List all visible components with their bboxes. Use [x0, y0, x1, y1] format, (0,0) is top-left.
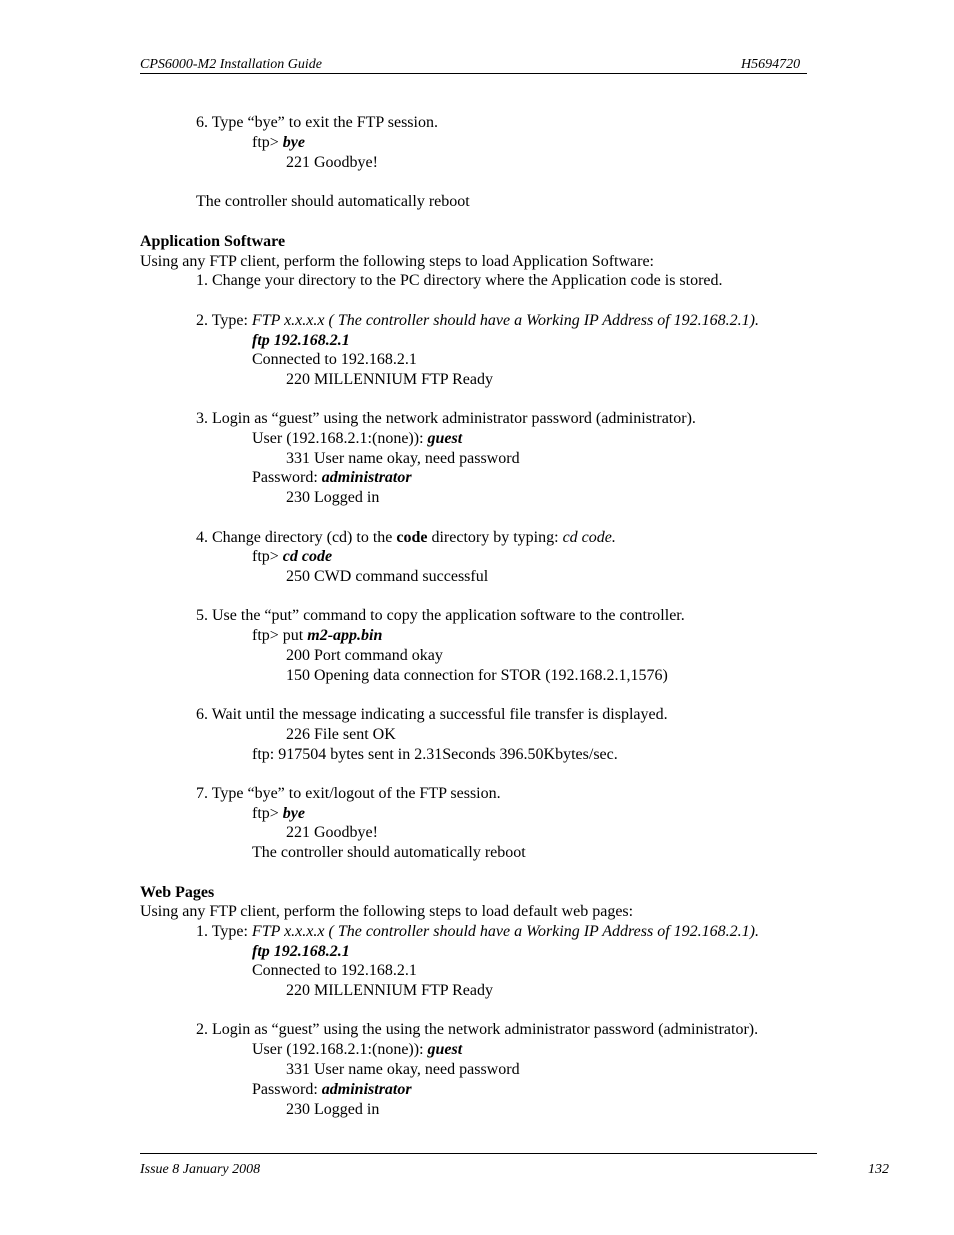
- ftp-command: bye: [282, 134, 305, 151]
- password-line: [252, 1080, 412, 1100]
- step-text: 2. Type:: [196, 312, 252, 329]
- user-prompt: User (192.168.2.1:(none)):: [252, 430, 428, 447]
- step-text: 1. Type:: [196, 923, 252, 940]
- ftp-response: 331 User name okay, need password: [286, 1061, 520, 1078]
- ftp-command-line: [252, 133, 305, 153]
- user-value: guest: [427, 1041, 463, 1058]
- ftp-command-line: [252, 804, 305, 824]
- user-prompt: User (192.168.2.1:(none)):: [252, 1041, 428, 1058]
- ftp-prompt: ftp>: [252, 548, 283, 565]
- reboot-note: The controller should automatically reboot: [252, 844, 526, 861]
- ftp-command: ftp 192.168.2.1: [252, 943, 350, 960]
- ftp-transfer-stats: ftp: 917504 bytes sent in 2.31Seconds 396.50Kbytes/sec.: [252, 746, 618, 763]
- ftp-prompt: ftp>: [252, 134, 283, 151]
- section-intro: Using any FTP client, perform the following steps to load Application Software:: [140, 253, 654, 270]
- ftp-response: 221 Goodbye!: [286, 154, 378, 171]
- app-step-2: [196, 311, 759, 331]
- section-heading-web-pages: Web Pages: [140, 884, 215, 901]
- step-italic-text: FTP x.x.x.x ( The controller should have a Working IP Address of 192.168.2.1).: [251, 923, 759, 940]
- password-prompt: Password:: [252, 1081, 322, 1098]
- page-number: 132: [868, 1162, 889, 1177]
- ftp-response: 226 File sent OK: [286, 726, 396, 743]
- ftp-command: m2-app.bin: [307, 627, 383, 644]
- ftp-response: 220 MILLENNIUM FTP Ready: [286, 371, 493, 388]
- web-step-2: 2. Login as “guest” using the using the network administrator password (administrator).: [196, 1021, 759, 1038]
- ftp-response: 250 CWD command successful: [286, 568, 489, 585]
- password-line: [252, 468, 412, 488]
- footer-rule: [140, 1153, 817, 1154]
- ftp-response: 331 User name okay, need password: [286, 450, 520, 467]
- ftp-response: 200 Port command okay: [286, 647, 443, 664]
- app-step-5: 5. Use the “put” command to copy the application software to the controller.: [196, 607, 685, 624]
- ftp-prompt: ftp>: [252, 805, 283, 822]
- ftp-response: 221 Goodbye!: [286, 824, 378, 841]
- user-line: [252, 1040, 462, 1060]
- reboot-note: The controller should automatically reboot: [196, 193, 470, 210]
- ftp-command: bye: [282, 805, 305, 822]
- ftp-command-line: [252, 626, 382, 646]
- step-text: directory by typing:: [427, 529, 563, 546]
- password-value: administrator: [321, 469, 412, 486]
- app-step-4: [196, 528, 616, 548]
- app-step-6: 6. Wait until the message indicating a successful file transfer is displayed.: [196, 706, 668, 723]
- app-step-7: 7. Type “bye” to exit/logout of the FTP session.: [196, 785, 501, 802]
- footer-issue: Issue 8 January 2008: [140, 1162, 261, 1177]
- step-bold-text: code: [396, 529, 428, 546]
- user-line: [252, 429, 462, 449]
- app-step-3: 3. Login as “guest” using the network administrator password (administrator).: [196, 410, 696, 427]
- user-value: guest: [427, 430, 463, 447]
- header-title: CPS6000-M2 Installation Guide: [140, 57, 322, 72]
- ftp-connected-line: Connected to 192.168.2.1: [252, 962, 417, 979]
- ftp-command-line: [252, 547, 332, 567]
- header-rule: [140, 73, 807, 74]
- ftp-command: ftp 192.168.2.1: [252, 332, 350, 349]
- step-italic-text: FTP x.x.x.x ( The controller should have a Working IP Address of 192.168.2.1).: [251, 312, 759, 329]
- header-doc-number: H5694720: [741, 57, 801, 72]
- ftp-response: 150 Opening data connection for STOR (192.168.2.1,1576): [286, 667, 668, 684]
- ftp-prompt: ftp> put: [252, 627, 308, 644]
- app-step-1: 1. Change your directory to the PC directory where the Application code is stored.: [196, 272, 723, 289]
- ftp-connected-line: Connected to 192.168.2.1: [252, 351, 417, 368]
- step-6-bye: 6. Type “bye” to exit the FTP session.: [196, 114, 438, 131]
- web-step-1: [196, 922, 759, 942]
- ftp-response: 220 MILLENNIUM FTP Ready: [286, 982, 493, 999]
- ftp-response: 230 Logged in: [286, 1101, 380, 1118]
- password-value: administrator: [321, 1081, 412, 1098]
- password-prompt: Password:: [252, 469, 322, 486]
- step-text: 4. Change directory (cd) to the: [196, 529, 397, 546]
- ftp-command: cd code: [282, 548, 333, 565]
- ftp-response: 230 Logged in: [286, 489, 380, 506]
- step-italic-text: cd code.: [562, 529, 616, 546]
- section-heading-application-software: Application Software: [140, 233, 286, 250]
- section-intro: Using any FTP client, perform the following steps to load default web pages:: [140, 903, 634, 920]
